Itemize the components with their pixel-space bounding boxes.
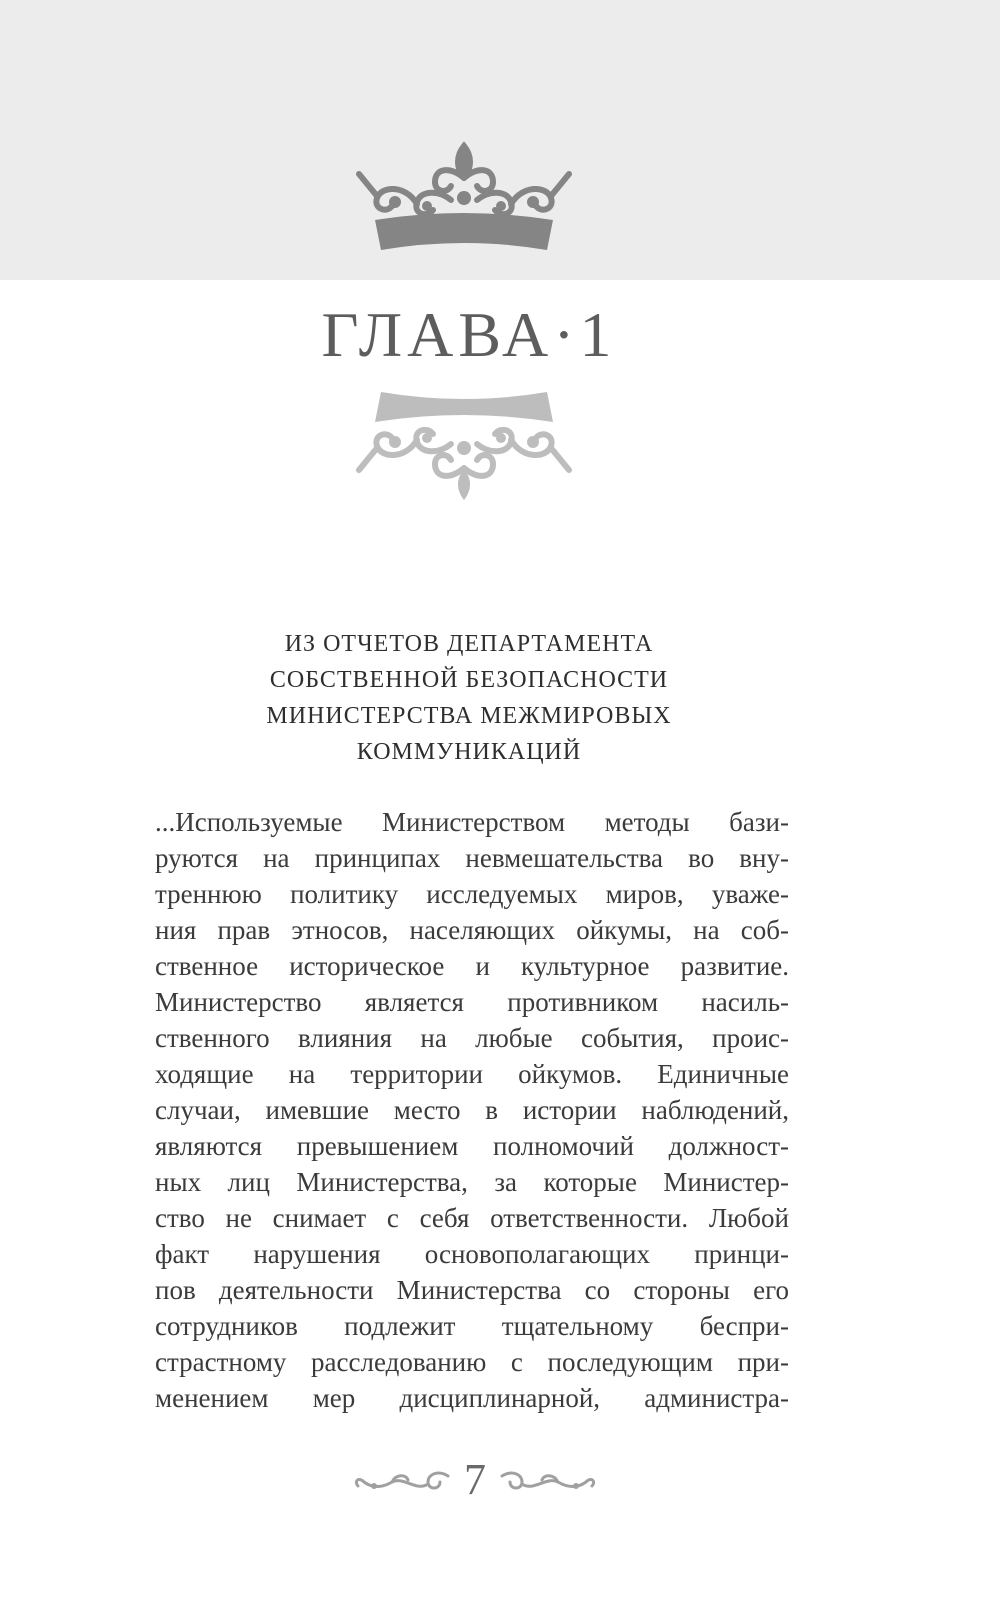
text-line: Министерство является противником насиль- xyxy=(155,987,789,1017)
text-line: ходящие на территории ойкумов. Единичные xyxy=(155,1059,789,1089)
text-line: руются на принципах невмешательства во вну- xyxy=(155,843,789,873)
text-line: страстному расследованию с последующим при- xyxy=(155,1347,789,1377)
heading-line: МИНИСТЕРСТВА МЕЖМИРОВЫХ xyxy=(266,703,672,729)
flourish-right-icon xyxy=(498,1466,598,1496)
page-folio xyxy=(352,1450,598,1510)
heading-line: ИЗ ОТЧЕТОВ ДЕПАРТАМЕНТА xyxy=(284,631,654,657)
page-number: 7 xyxy=(464,1455,486,1504)
inverted-crown-icon xyxy=(355,388,573,506)
text-line: менением мер дисциплинарной, администра- xyxy=(155,1383,789,1413)
text-line: пов деятельности Министерства со стороны его xyxy=(155,1275,789,1305)
text-line: ния прав этносов, населяющих ойкумы, на соб- xyxy=(155,915,789,945)
text-line: ство не снимает с себя ответственности. Любой xyxy=(155,1203,789,1233)
heading-line: КОММУНИКАЦИЙ xyxy=(356,739,582,765)
chapter-title: ГЛАВА·1 xyxy=(321,299,617,370)
crown-icon xyxy=(355,138,573,258)
text-line: ственное историческое и культурное развитие. xyxy=(155,951,789,981)
text-line: ственного влияния на любые события, проис- xyxy=(155,1023,789,1053)
text-line: сотрудников подлежит тщательному беспри- xyxy=(155,1311,789,1341)
heading-line: СОБСТВЕННОЙ БЕЗОПАСНОСТИ xyxy=(269,667,669,693)
text-line: ...Используемые Министерством методы бази- xyxy=(155,807,789,837)
text-line: ных лиц Министерства, за которые Министер- xyxy=(155,1167,789,1197)
text-line: факт нарушения основополагающих принци- xyxy=(155,1239,789,1269)
section-heading xyxy=(0,626,938,770)
body-paragraph xyxy=(155,804,789,1416)
text-line: являются превышением полномочий должност- xyxy=(155,1131,789,1161)
text-line: случаи, имевшие место в истории наблюдений, xyxy=(155,1095,789,1125)
text-line: треннюю политику исследуемых миров, уваже- xyxy=(155,879,789,909)
